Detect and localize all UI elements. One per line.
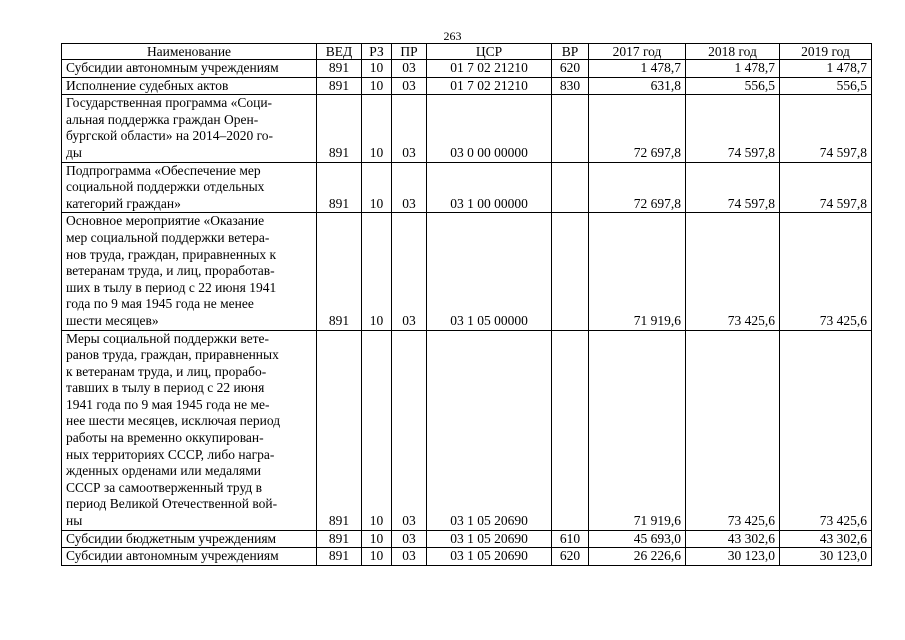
name-line: СССР за самоотверженный труд в [66,479,262,495]
header-ved: ВЕД [317,44,362,60]
cell-vr [552,95,589,162]
name-line: ших в тылу в период с 22 июня 1941 [66,279,277,295]
cell-ved: 891 [317,213,362,330]
cell-pr: 03 [392,213,427,330]
cell-vr [552,162,589,213]
cell-rz: 10 [362,530,392,548]
table-body [62,60,872,566]
header-name: Наименование [62,44,317,60]
name-line: альная поддержка граждан Орен- [66,111,259,127]
name-line: период Великой Отечественной вой- [66,496,278,512]
name-line: нов труда, граждан, приравненных к [66,246,277,262]
cell-csr: 03 1 05 20690 [427,330,552,530]
cell-rz: 10 [362,548,392,566]
name-line: Основное мероприятие «Оказание [66,213,265,229]
name-line: Государственная программа «Соци- [66,95,273,111]
name-line: ных территориях СССР, либо награ- [66,446,275,462]
cell-name [62,548,317,566]
header-vr: ВР [552,44,589,60]
cell-csr: 03 0 00 00000 [427,95,552,162]
table-row [62,530,872,548]
cell-vr: 610 [552,530,589,548]
cell-rz: 10 [362,95,392,162]
header-rz: РЗ [362,44,392,60]
header-2019: 2019 год [780,44,872,60]
cell-pr: 03 [392,77,427,95]
cell-2018: 43 302,6 [686,530,780,548]
cell-csr: 03 1 00 00000 [427,162,552,213]
cell-name [62,95,317,162]
budget-table [61,43,872,566]
cell-vr: 620 [552,548,589,566]
cell-pr: 03 [392,60,427,78]
cell-ved: 891 [317,548,362,566]
cell-2017: 72 697,8 [589,95,686,162]
cell-name [62,330,317,530]
table-row [62,77,872,95]
cell-2019: 556,5 [780,77,872,95]
cell-ved: 891 [317,530,362,548]
name-line: шести месяцев» [66,312,159,328]
cell-2019: 73 425,6 [780,213,872,330]
name-line: социальной поддержки отдельных [66,179,265,195]
cell-pr: 03 [392,530,427,548]
cell-2017: 45 693,0 [589,530,686,548]
cell-2019: 74 597,8 [780,95,872,162]
cell-name [62,77,317,95]
cell-2018: 73 425,6 [686,213,780,330]
name-line: Субсидии автономным учреждениям [66,60,279,75]
header-csr: ЦСР [427,44,552,60]
cell-name [62,162,317,213]
cell-csr: 03 1 05 20690 [427,530,552,548]
table-row [62,95,872,162]
name-line: Подпрограмма «Обеспечение мер [66,162,261,178]
cell-ved: 891 [317,95,362,162]
cell-2018: 30 123,0 [686,548,780,566]
cell-ved: 891 [317,330,362,530]
name-line: ранов труда, граждан, приравненных [66,347,279,363]
cell-pr: 03 [392,162,427,213]
cell-2019: 74 597,8 [780,162,872,213]
header-2017: 2017 год [589,44,686,60]
cell-pr: 03 [392,548,427,566]
name-line: бургской области» на 2014–2020 го- [66,128,274,144]
table-row [62,213,872,330]
name-line: Исполнение судебных актов [66,77,229,93]
cell-csr: 03 1 05 00000 [427,213,552,330]
cell-pr: 03 [392,330,427,530]
table-row [62,60,872,78]
name-line: ветеранам труда, и лиц, проработав- [66,263,275,279]
cell-vr [552,330,589,530]
name-line: работы на временно оккупирован- [66,430,264,446]
cell-2018: 74 597,8 [686,95,780,162]
cell-2017: 71 919,6 [589,213,686,330]
table-row [62,330,872,530]
cell-csr: 01 7 02 21210 [427,77,552,95]
header-row [62,44,872,60]
name-line: жденных орденами или медалями [66,463,261,479]
name-line: Субсидии бюджетным учреждениям [66,530,277,546]
cell-2018: 556,5 [686,77,780,95]
cell-name [62,530,317,548]
cell-2017: 1 478,7 [589,60,686,78]
cell-name [62,60,317,78]
cell-rz: 10 [362,213,392,330]
cell-2018: 74 597,8 [686,162,780,213]
cell-name [62,213,317,330]
header-pr: ПР [392,44,427,60]
cell-pr: 03 [392,95,427,162]
cell-vr: 620 [552,60,589,78]
cell-csr: 01 7 02 21210 [427,60,552,78]
cell-csr: 03 1 05 20690 [427,548,552,566]
cell-rz: 10 [362,60,392,78]
name-line: категорий граждан» [66,195,181,211]
cell-ved: 891 [317,162,362,213]
cell-2017: 26 226,6 [589,548,686,566]
cell-2018: 73 425,6 [686,330,780,530]
name-line: к ветеранам труда, и лиц, прорабо- [66,363,267,379]
cell-rz: 10 [362,162,392,213]
cell-vr: 830 [552,77,589,95]
cell-2019: 30 123,0 [780,548,872,566]
name-line: ды [66,144,82,160]
cell-vr [552,213,589,330]
name-line: мер социальной поддержки ветера- [66,229,270,245]
cell-ved: 891 [317,77,362,95]
cell-rz: 10 [362,77,392,95]
header-2018: 2018 год [686,44,780,60]
table-row [62,548,872,566]
cell-2017: 71 919,6 [589,330,686,530]
cell-2017: 631,8 [589,77,686,95]
name-line: 1941 года по 9 мая 1945 года не ме- [66,396,270,412]
name-line: тавших в тылу в период с 22 июня [66,380,265,396]
table-row [62,162,872,213]
name-line: года по 9 мая 1945 года не менее [66,296,254,312]
name-line: Меры социальной поддержки вете- [66,330,270,346]
name-line: Субсидии автономным учреждениям [66,548,279,564]
cell-rz: 10 [362,330,392,530]
name-line: ны [66,513,83,529]
cell-2017: 72 697,8 [589,162,686,213]
cell-2019: 43 302,6 [780,530,872,548]
cell-2019: 1 478,7 [780,60,872,78]
cell-2019: 73 425,6 [780,330,872,530]
page-number: 263 [443,29,462,43]
name-line: нее шести месяцев, исключая период [66,413,281,429]
cell-ved: 891 [317,60,362,78]
cell-2018: 1 478,7 [686,60,780,78]
